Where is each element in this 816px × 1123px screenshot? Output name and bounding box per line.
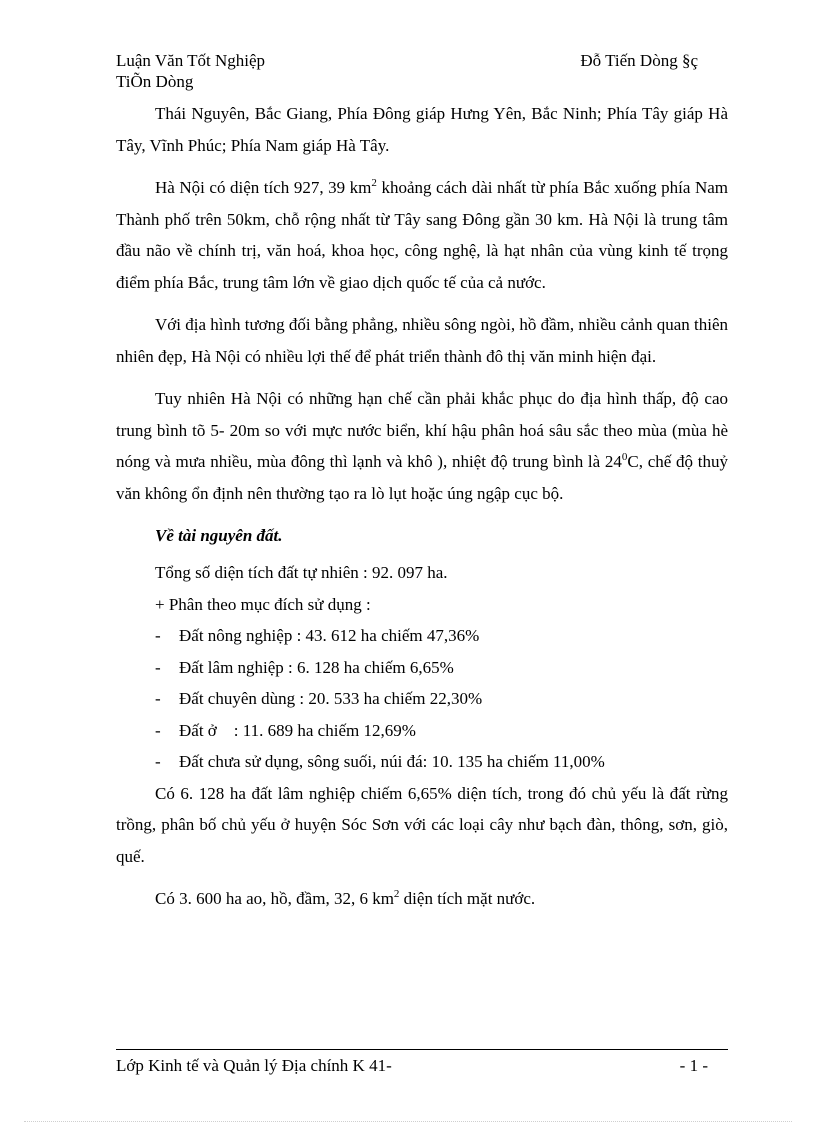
area-text-end: khoảng cách dài nhất từ phía Bắc xuống phía Nam Thành phố trên 50km, chỗ rộng nhất từ Tây sang Đông gần 30 km. Hà Nội là trung tâm đầu não về chính trị, văn hoá, khoa học, công nghệ, là hạt nhân của vùng kinh tế trọng điểm phía Bắc, trung tâm lớn về giao dịch quốc tế của cả nước. <box>116 178 728 292</box>
water-text-end: diện tích mặt nước. <box>399 889 536 908</box>
limitations-text-end: C, chế độ thuỷ văn không ổn định nên thường tạo ra lò lụt hoặc úng ngập cục bộ. <box>116 452 728 503</box>
list-dash: - <box>155 752 161 771</box>
list-item-text: Đất chưa sử dụng, sông suối, núi đá: 10. 135 ha chiếm 11,00% <box>179 752 605 771</box>
total-area-line: Tổng số diện tích đất tự nhiên : 92. 097 ha. <box>155 563 448 582</box>
paragraph-terrain: Với địa hình tương đối bằng phẳng, nhiều sông ngòi, hồ đầm, nhiều cảnh quan thiên nhiên đẹp, Hà Nội có nhiều lợi thế để phát triển thành đô thị văn minh hiện đại. <box>116 315 728 366</box>
header-author: Đỗ Tiến Dòng §ç <box>580 51 698 70</box>
page-number: - 1 - <box>679 1056 708 1075</box>
page-edge-divider <box>24 1121 792 1122</box>
paragraph-borders: Thái Nguyên, Bắc Giang, Phía Đông giáp Hưng Yên, Bắc Ninh; Phía Tây giáp Hà Tây, Vĩnh Phúc; Phía Nam giáp Hà Tây. <box>116 104 728 155</box>
paragraph-forestry: Có 6. 128 ha đất lâm nghiệp chiếm 6,65% diện tích, trong đó chủ yếu là đất rừng trồng, phân bố chủ yếu ở huyện Sóc Sơn với các loại cây như bạch đàn, thông, sơn, giò, quế. <box>116 783 728 866</box>
area-superscript: 2 <box>371 177 377 189</box>
page-footer <box>116 1055 728 1077</box>
list-item-text: Đất lâm nghiệp : 6. 128 ha chiếm 6,65% <box>179 657 454 677</box>
water-text-start: Có 3. 600 ha ao, hồ, đầm, 32, 6 km <box>155 889 394 908</box>
land-use-list <box>116 620 728 778</box>
page-body <box>116 98 728 926</box>
paragraph-limitations <box>116 383 728 509</box>
list-dash: - <box>155 626 161 645</box>
list-item <box>116 715 728 747</box>
limitations-text-start: Tuy nhiên Hà Nội có những hạn chế cần phải khắc phục do địa hình thấp, độ cao trung bình tõ 5- 20m so với mực nước biển, khí hậu phân hoá sâu sắc theo mùa (mùa hè nóng và mưa nhiều, mùa đông thì lạnh và khô ), nhiệt độ trung bình là 24 <box>116 389 728 471</box>
list-dash: - <box>155 689 161 708</box>
page-header <box>116 50 728 92</box>
breakdown-intro: + Phân theo mục đích sử dụng : <box>155 594 371 614</box>
list-item <box>116 746 728 778</box>
temperature-superscript: 0 <box>621 451 628 463</box>
header-second-line: TiÕn Dòng <box>116 72 194 91</box>
list-item <box>116 620 728 652</box>
list-item-text: Đất nông nghiệp : 43. 612 ha chiếm 47,36% <box>179 626 480 645</box>
area-text-start: Hà Nội có diện tích 927, 39 km <box>155 178 372 197</box>
list-dash: - <box>155 657 161 677</box>
section-heading: Về tài nguyên đất. <box>155 526 283 545</box>
header-left-title: Luận Văn Tốt Nghiệp <box>116 51 266 70</box>
list-item <box>116 683 728 715</box>
list-item <box>116 652 728 684</box>
paragraph-area <box>116 172 728 298</box>
footer-divider <box>116 1049 728 1050</box>
water-superscript: 2 <box>393 888 400 900</box>
paragraph-water <box>116 883 728 915</box>
list-dash: - <box>155 720 161 740</box>
footer-class-label: Lớp Kinh tế và Quản lý Địa chính K 41- <box>116 1056 392 1075</box>
list-item-text: Đất ở : 11. 689 ha chiếm 12,69% <box>179 720 416 740</box>
list-item-text: Đất chuyên dùng : 20. 533 ha chiếm 22,30% <box>179 689 483 708</box>
